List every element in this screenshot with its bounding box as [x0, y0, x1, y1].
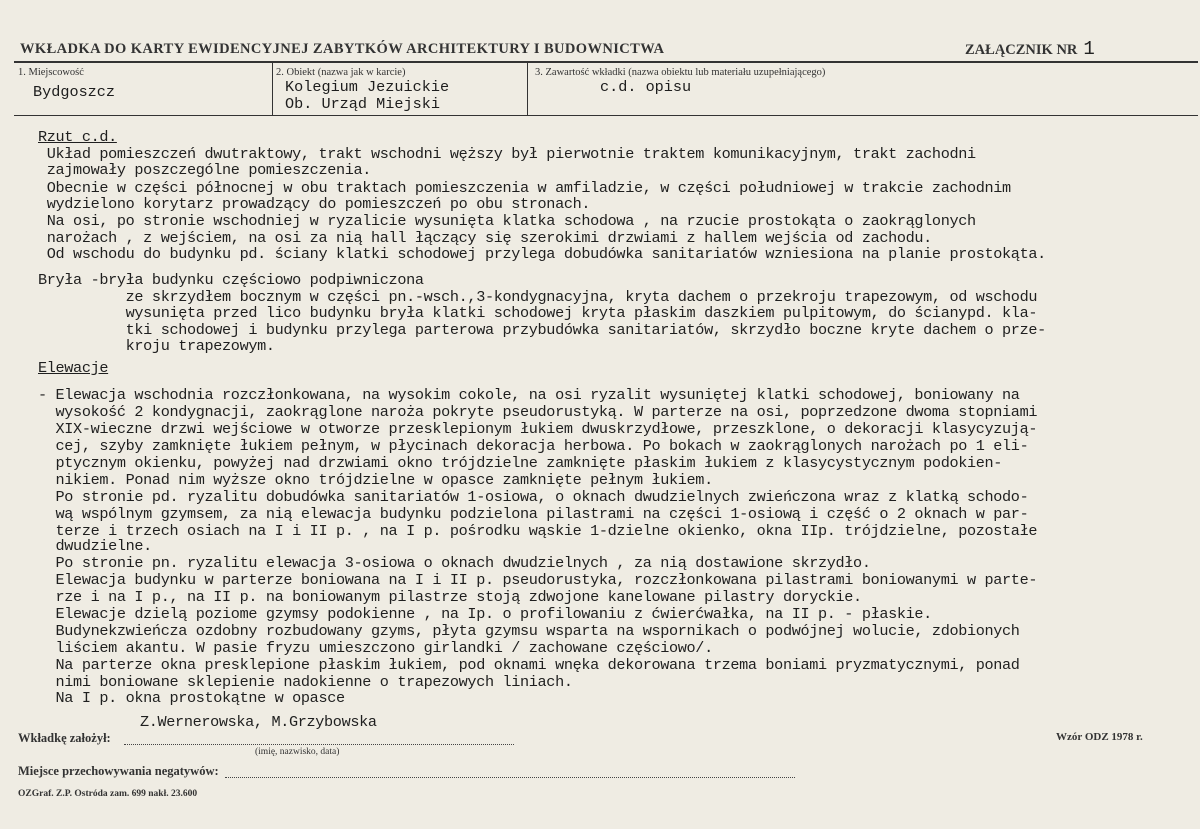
annex-label: [965, 38, 1095, 60]
inserted-by-label: Wkładkę założył:: [18, 731, 111, 745]
annex-label-text: ZAŁĄCZNIK NR: [965, 42, 1078, 58]
inserted-by-line: [124, 744, 514, 745]
body-line: wysunięta przed lico budynku bryła klatki schodowej kryta płaskim daszkiem pulpitowym, do ścianypd. kla-: [38, 304, 1038, 322]
place-value: Bydgoszcz: [33, 83, 116, 101]
body-line: wydzielono korytarz prowadzący do pomieszczeń po obu stronach.: [38, 195, 591, 213]
inserted-by-hint: (imię, nazwisko, data): [255, 747, 340, 757]
object-value-line-1: Kolegium Jezuickie: [285, 78, 450, 96]
content-value: c.d. opisu: [600, 78, 692, 96]
body-line: dwudzielne.: [38, 537, 152, 555]
body-line: Po stronie pd. ryzalitu dobudówka sanitariatów 1-osiowa, o oknach dwudzielnych zwieńczona wraz z klatką schodo-: [38, 488, 1029, 506]
body-line: zajmowały poszczególne pomieszczenia.: [38, 161, 372, 179]
object-label: 2. Obiekt (nazwa jak w karcie): [276, 67, 406, 78]
body-line: ptycznym okienku, powyżej nad drzwiami okno trójdzielne zamknięte płaskim łukiem z klasycystycznym podokien-: [38, 454, 1003, 472]
section-heading-bryla: Bryła -bryła budynku częściowo podpiwniczona: [38, 271, 424, 289]
body-line: ze skrzydłem bocznym w części pn.-wsch.,3-kondygnacyjna, kryta dachem o przekroju trapezowym, od wschodu: [38, 288, 1038, 306]
body-line: Układ pomieszczeń dwutraktowy, trakt wschodni węższy był pierwotnie traktem komunikacyjnym, trakt zachodni: [38, 145, 976, 163]
body-line: rze i na I p., na II p. na boniowanym pilastrze stoją zdwojone kanelowane pilastry doryckie.: [38, 588, 862, 606]
annex-number: 1: [1083, 38, 1095, 60]
content-label: 3. Zawartość wkładki (nazwa obiektu lub materiału uzupełniającego): [535, 67, 826, 78]
body-line: wą wspólnym gzymsem, za nią elewacja budynku podzielona pilastrami na części 1-osiową i część o 2 oknach w par-: [38, 505, 1029, 523]
body-line: Po stronie pn. ryzalitu elewacja 3-osiowa o oknach dwudzielnych , za nią dostawione skrzydło.: [38, 554, 871, 572]
body-line: nikiem. Ponad nim wyższe okno trójdzielne w opasce zamknięte pełnym łukiem.: [38, 471, 713, 489]
body-line: Na parterze okna presklepione płaskim łukiem, pod oknami wnęka dekorowana trzema boniami pryzmatycznymi, ponad: [38, 656, 1020, 674]
top-rule: [14, 61, 1198, 63]
printer-info: OZGraf. Z.P. Ostróda zam. 699 nakł. 23.600: [18, 789, 198, 799]
field-divider-1: [272, 63, 273, 115]
body-line: Obecnie w części północnej w obu traktach pomieszczenia w amfiladzie, w części południowej w trakcie zachodnim: [38, 179, 1011, 197]
section-heading-rzut: Rzut c.d.: [38, 128, 117, 146]
object-value-line-2: Ob. Urząd Miejski: [285, 95, 440, 113]
body-line: Budynekzwieńcza ozdobny rozbudowany gzyms, płyta gzymsu wsparta na wspornikach o podwójnej wolucie, zdobionych: [38, 622, 1020, 640]
body-line: Od wschodu do budynku pd. ściany klatki schodowej przylega dobudówka sanitariatów wzniesiona na planie prostokąta.: [38, 245, 1046, 263]
fields-bottom-rule: [14, 115, 1198, 116]
body-line: Elewacja budynku w parterze boniowana na I i II p. pseudorustyka, rozczłonkowana pilastrami boniowanymi w parte-: [38, 571, 1038, 589]
body-line: - Elewacja wschodnia rozczłonkowana, na wysokim cokole, na osi ryzalit wysuniętej klatki schodowej, boniowany na: [38, 386, 1020, 404]
body-line: XIX-wieczne drzwi wejściowe w otworze przesklepionym łukiem dwuskrzydłowe, przeszklone, o dekoracji klasycyzują-: [38, 420, 1038, 438]
form-title: WKŁADKA DO KARTY EWIDENCYJNEJ ZABYTKÓW ARCHITEKTURY I BUDOWNICTWA: [20, 41, 665, 57]
body-line: Na osi, po stronie wschodniej w ryzalicie wysunięta klatka schodowa , na rzucie prostokąta o zaokrąglonych: [38, 212, 976, 230]
body-line: Na I p. okna prostokątne w opasce: [38, 689, 345, 707]
form-model: Wzór ODZ 1978 r.: [1056, 731, 1143, 743]
authors: Z.Wernerowska, M.Grzybowska: [140, 713, 377, 731]
field-divider-2: [527, 63, 528, 115]
body-line: tki schodowej i budynku przylega parterowa przybudówka sanitariatów, skrzydło boczne kryte dachem o prze-: [38, 321, 1046, 339]
body-line: kroju trapezowym.: [38, 337, 275, 355]
body-line: narożach , z wejściem, na osi za nią hall łączący się szerokimi drzwiami z hallem wejścia od zachodu.: [38, 229, 932, 247]
negatives-storage-label: Miejsce przechowywania negatywów:: [18, 764, 219, 778]
body-line: cej, szyby zamknięte łukiem pełnym, w płycinach dekoracja herbowa. Po bokach w zaokrąglonych narożach po 1 eli-: [38, 437, 1029, 455]
body-line: nimi boniowane sklepienie nadokienne o trapezowych liniach.: [38, 673, 573, 691]
section-heading-elewacje: Elewacje: [38, 359, 109, 377]
body-line: wysokość 2 kondygnacji, zaokrąglone naroża pokryte pseudorustyką. W parterze na osi, poprzedzone dwoma stopniami: [38, 403, 1038, 421]
negatives-storage-line: [225, 777, 795, 778]
body-line: terze i trzech osiach na I i II p. , na I p. pośrodku wąskie 1-dzielne okienko, okna IIp. trójdzielne, pozostałe: [38, 522, 1038, 540]
body-line: Elewacje dzielą poziome gzymsy podokienne , na Ip. o profilowaniu z ćwierćwałka, na II p. - płaskie.: [38, 605, 932, 623]
place-label: 1. Miejscowość: [18, 67, 84, 78]
body-line: liściem akantu. W pasie fryzu umieszczono girlandki / zachowane częściowo/.: [38, 639, 713, 657]
